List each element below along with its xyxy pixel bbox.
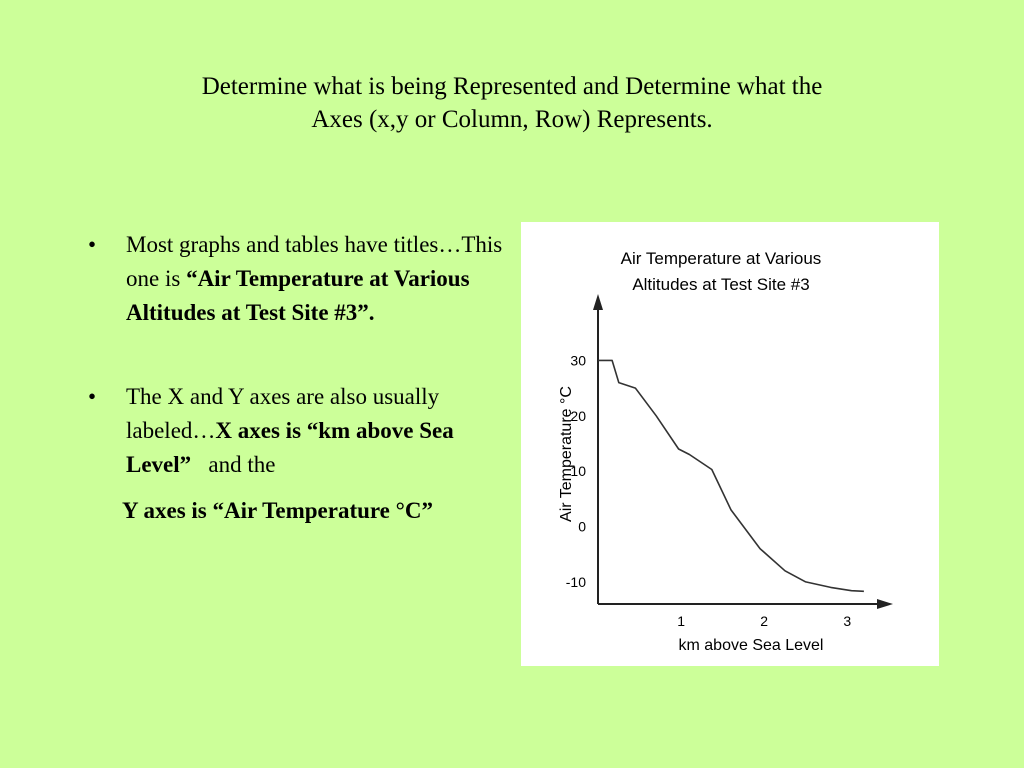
y-tick-label: 30 bbox=[570, 352, 586, 369]
y-tick-label: 20 bbox=[570, 407, 586, 424]
x-tick-labels bbox=[677, 613, 851, 629]
x-axis-label: km above Sea Level bbox=[678, 637, 824, 654]
slide-title bbox=[60, 70, 964, 136]
title-line-1: Determine what is being Represented and Determine what the bbox=[201, 73, 823, 100]
bullet-bold-text: “Air Temperature at Various Altitudes at Test Site #3”. bbox=[126, 266, 470, 325]
y-tick-label: 0 bbox=[578, 518, 586, 535]
bullet-marker: • bbox=[88, 384, 97, 409]
continuation-bold-text: Y axes is “Air Temperature °C” bbox=[122, 498, 433, 523]
chart-svg bbox=[521, 222, 939, 666]
bullet-bold-text: X axes is “km above Sea Level” bbox=[126, 418, 454, 477]
x-tick-label: 3 bbox=[843, 613, 852, 629]
x-axis-arrow bbox=[877, 599, 893, 609]
bullet-continuation bbox=[88, 494, 508, 528]
bullet-marker: • bbox=[88, 232, 97, 257]
x-tick-label: 1 bbox=[677, 613, 685, 629]
y-axis-label: Air Temperature °C bbox=[558, 386, 575, 522]
bullet-text: Most graphs and tables have titles…This one is bbox=[126, 232, 503, 291]
chart-series bbox=[598, 360, 864, 591]
temperature-series-line bbox=[598, 360, 864, 591]
chart-title-line-1: Air Temperature at Various bbox=[620, 249, 822, 268]
bullet-after-text: and the bbox=[191, 452, 276, 477]
y-tick-label: -10 bbox=[565, 573, 586, 590]
bullet-list bbox=[88, 228, 508, 528]
chart-title-line-2: Altitudes at Test Site #3 bbox=[632, 275, 810, 294]
y-tick-label: 10 bbox=[570, 463, 586, 480]
x-tick-label: 2 bbox=[760, 613, 769, 629]
y-axis-arrow bbox=[593, 294, 603, 310]
bullet-item-axes bbox=[88, 380, 508, 482]
bullet-text: The X and Y axes are also usually labeled… bbox=[126, 384, 440, 443]
bullet-item-title bbox=[88, 228, 508, 330]
title-line-2: Axes (x,y or Column, Row) Represents. bbox=[311, 106, 713, 133]
chart-figure bbox=[521, 222, 939, 666]
